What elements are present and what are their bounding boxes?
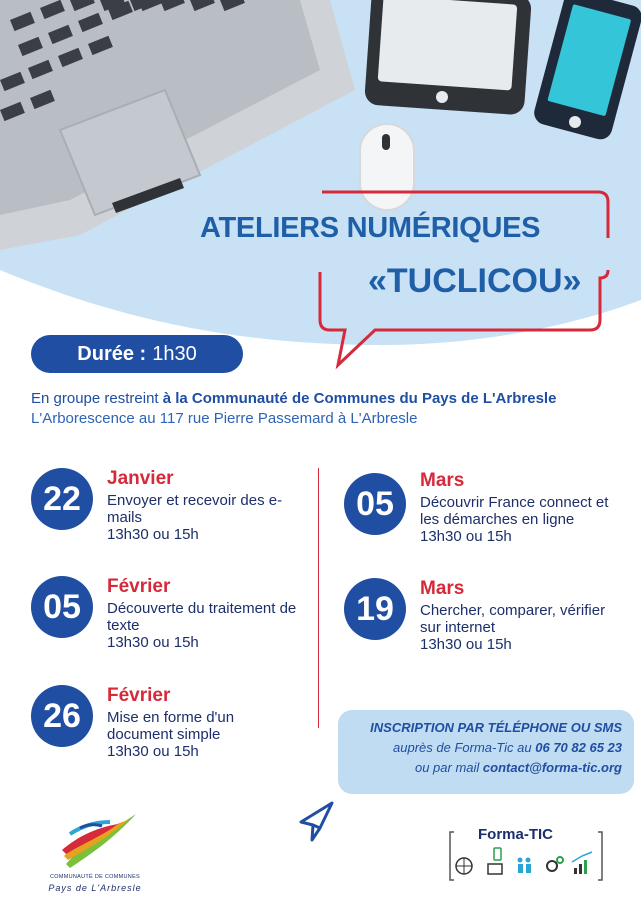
session-time: 13h30 ou 15h xyxy=(107,634,199,651)
session-time: 13h30 ou 15h xyxy=(420,528,512,545)
devices-illustration xyxy=(0,0,641,380)
session-description: Chercher, comparer, vérifier sur internet xyxy=(420,602,606,636)
session-month: Mars xyxy=(420,578,465,599)
inscription-heading: INSCRIPTION PAR TÉLÉPHONE OU SMS xyxy=(370,720,622,735)
session-day: 05 xyxy=(31,576,93,638)
page-title: ATELIERS NUMÉRIQUES xyxy=(200,212,541,244)
session-day: 22 xyxy=(31,468,93,530)
forma-tic-logo xyxy=(448,826,604,886)
session-item xyxy=(344,470,634,570)
duration-value: 1h30 xyxy=(152,342,197,365)
session-item xyxy=(31,685,321,775)
session-item xyxy=(344,578,634,668)
session-time: 13h30 ou 15h xyxy=(420,636,512,653)
session-time: 13h30 ou 15h xyxy=(107,526,199,543)
inscription-box xyxy=(338,710,634,794)
session-day: 26 xyxy=(31,685,93,747)
session-description: Découvrir France connect et les démarches en ligne xyxy=(420,494,609,528)
tablet-icon xyxy=(364,0,532,115)
duration-badge xyxy=(31,335,243,373)
session-time: 13h30 ou 15h xyxy=(107,743,199,760)
location-address: L'Arborescence au 117 rue Pierre Passemard à L'Arbresle xyxy=(31,410,418,427)
column-divider xyxy=(318,468,319,728)
session-day: 19 xyxy=(344,578,406,640)
title-block xyxy=(200,212,620,300)
duration-label: Durée : xyxy=(77,342,147,365)
mouse-icon xyxy=(360,124,414,210)
session-month: Février xyxy=(107,685,171,706)
cc-name-text: Pays de L'Arbresle xyxy=(48,883,142,893)
session-description: Découverte du traitement de texte xyxy=(107,600,297,634)
cc-logo-swoosh-icon xyxy=(36,806,156,872)
session-day: 05 xyxy=(344,473,406,535)
inscription-mail-prefix: ou par mail xyxy=(414,760,480,775)
cc-pays-arbresle-logo xyxy=(36,806,176,896)
session-month: Mars xyxy=(420,470,465,491)
session-month: Janvier xyxy=(107,468,174,489)
cc-small-text: COMMUNAUTÉ DE COMMUNES xyxy=(49,874,140,880)
session-item xyxy=(31,576,321,666)
session-description: Mise en forme d'un document simple xyxy=(107,709,235,743)
inscription-phone-prefix: auprès de Forma-Tic au xyxy=(393,740,532,755)
hero-illustration xyxy=(0,0,641,380)
session-description: Envoyer et recevoir des e-mails xyxy=(107,492,283,526)
page-subtitle: «TUCLICOU» xyxy=(368,262,582,300)
forma-tic-name: Forma-TIC xyxy=(478,826,553,843)
phone-number[interactable]: 06 70 82 65 23 xyxy=(535,740,622,755)
location-intro: En groupe restreint xyxy=(31,390,159,407)
email-link[interactable]: contact@forma-tic.org xyxy=(482,760,622,775)
session-item xyxy=(31,468,321,558)
session-month: Février xyxy=(107,576,171,597)
location-place: à la Communauté de Communes du Pays de L'Arbresle xyxy=(162,390,557,407)
location-info xyxy=(31,389,631,429)
cursor-arrow-icon xyxy=(296,800,336,846)
